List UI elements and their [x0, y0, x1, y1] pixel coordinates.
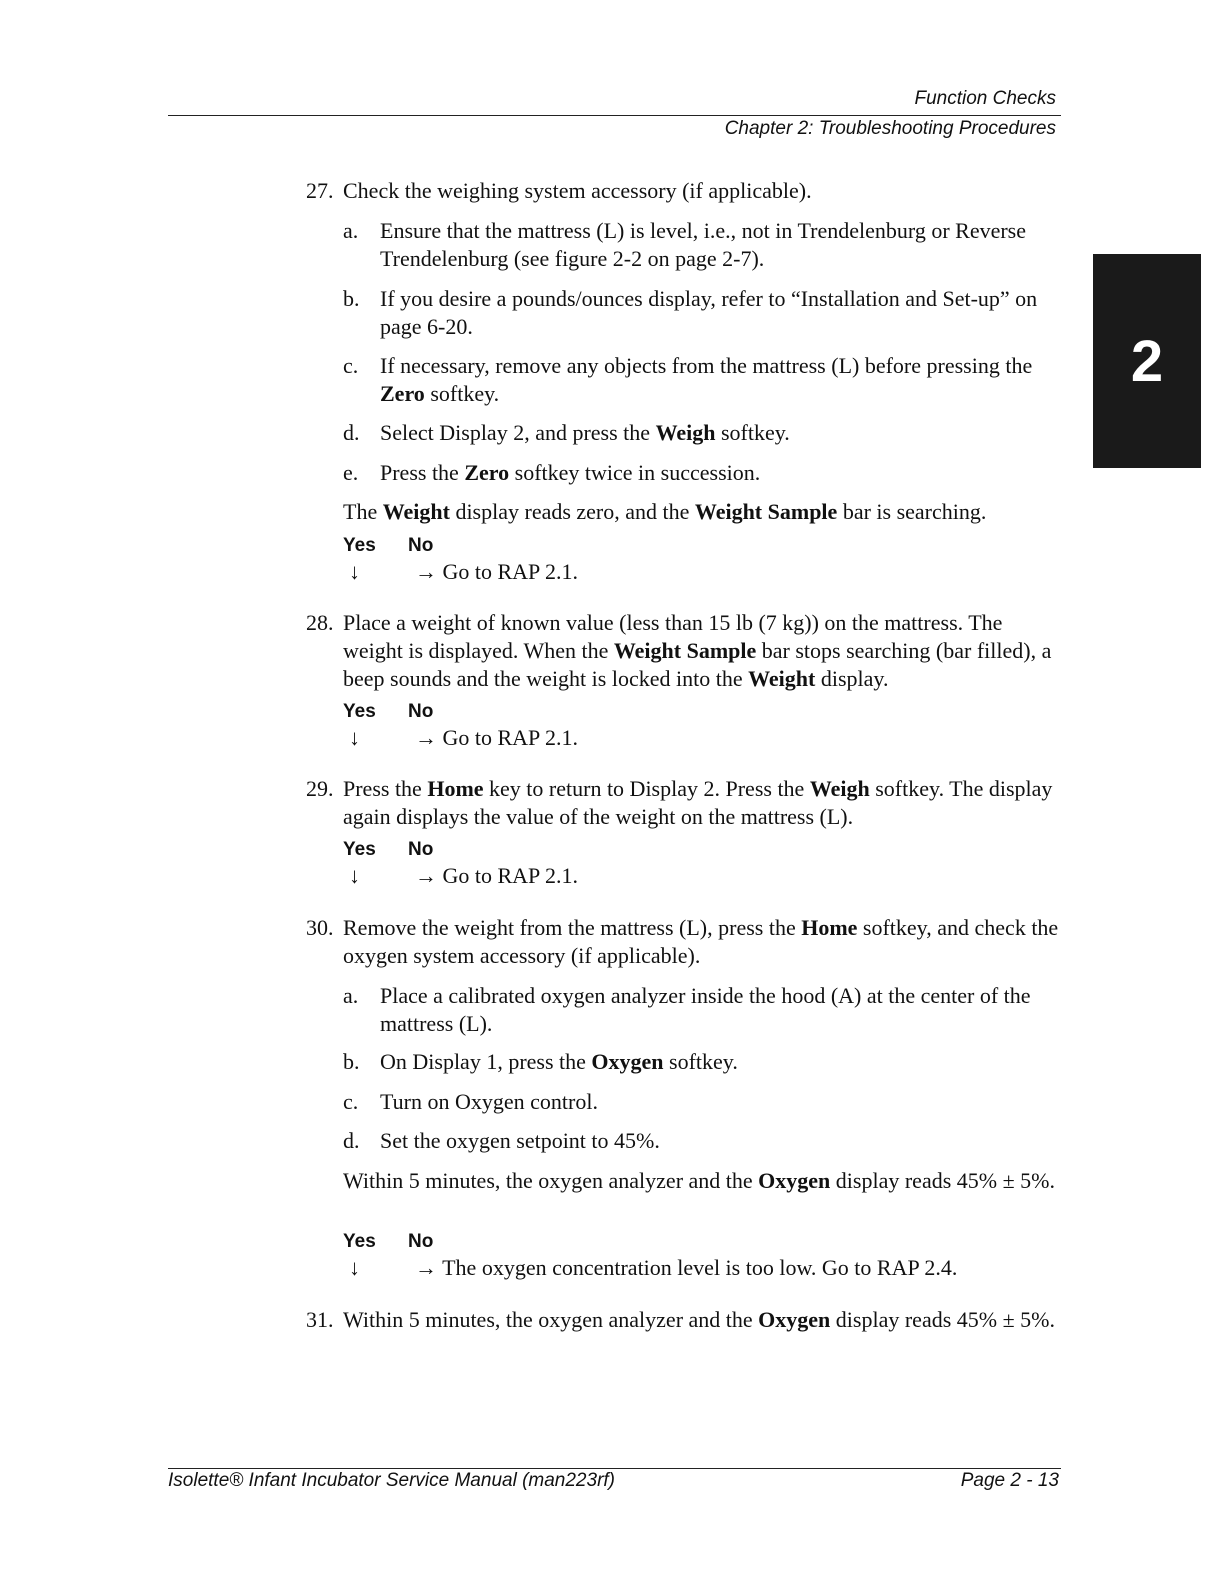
step-30c	[343, 1088, 1063, 1116]
sub-letter: c.	[343, 353, 359, 378]
text-run: bar is searching.	[837, 499, 987, 524]
step-number: 29.	[306, 776, 334, 801]
yes-label: Yes	[343, 701, 376, 722]
text-run: bar stops searching (bar filled), a beep sounds and the weight is locked into the	[343, 638, 1052, 691]
sub-text: Set the oxygen setpoint to 45%.	[380, 1128, 660, 1153]
text-run: softkey twice in succession.	[509, 460, 761, 485]
header-rule	[168, 115, 1061, 116]
chapter-tab: 2	[1093, 254, 1201, 468]
step-27	[306, 177, 1066, 205]
down-arrow-icon: ↓	[349, 559, 360, 584]
step-text: Check the weighing system accessory (if applicable).	[343, 178, 812, 203]
step-30	[306, 914, 1066, 970]
sub-text	[380, 459, 1063, 487]
text-run: The	[343, 499, 383, 524]
goto-text: Go to RAP 2.1.	[442, 559, 578, 584]
yes-label: Yes	[343, 839, 376, 860]
step-number: 27.	[306, 178, 334, 203]
step-text	[343, 609, 1066, 693]
text-run: softkey. The display again displays the value of the weight on the mattress (L).	[343, 776, 1053, 829]
footer-rule	[168, 1468, 1061, 1469]
sub-text: Ensure that the mattress (L) is level, i.e., not in Trendelenburg or Reverse Trendelenburg (see figure 2-2 on page 2-7).	[380, 218, 1027, 271]
header-section-title: Function Checks	[914, 88, 1056, 109]
step-text	[343, 775, 1066, 831]
step-number: 28.	[306, 610, 334, 635]
step-28	[306, 609, 1066, 693]
text-run: softkey.	[663, 1049, 738, 1074]
goto-text: Go to RAP 2.1.	[442, 725, 578, 750]
sub-letter: d.	[343, 420, 360, 445]
softkey-home: Home	[801, 915, 858, 940]
text-run: softkey.	[424, 381, 500, 406]
step-30-result	[343, 1167, 1063, 1195]
goto-instruction	[415, 724, 578, 752]
text-run: display reads 45% ± 5%.	[830, 1307, 1055, 1332]
right-arrow-icon: →	[415, 725, 437, 750]
goto-text: Go to RAP 2.1.	[442, 863, 578, 888]
sub-letter: e.	[343, 460, 359, 485]
step-number: 31.	[306, 1307, 334, 1332]
weight-sample-label: Weight Sample	[694, 499, 838, 524]
footer-manual-title: Isolette® Infant Incubator Service Manual (man223rf)	[168, 1470, 616, 1491]
sub-letter: b.	[343, 1049, 360, 1074]
goto-instruction	[415, 558, 578, 586]
softkey-zero: Zero	[464, 460, 510, 485]
footer-page-number: Page 2 - 13	[960, 1470, 1059, 1491]
text-run: On Display 1, press the	[380, 1049, 592, 1074]
text-run: softkey.	[715, 420, 790, 445]
sub-letter: c.	[343, 1089, 359, 1114]
no-label: No	[408, 701, 434, 722]
text-run: Place a weight of known value (less than 15 lb (7 kg)) on the mattress. The weight is displayed. When the	[343, 610, 1003, 663]
home-key-label: Home	[427, 776, 484, 801]
text-run: display.	[815, 666, 889, 691]
step-27b	[343, 285, 1063, 341]
weight-display-label: Weight	[382, 499, 450, 524]
header-chapter-title: Chapter 2: Troubleshooting Procedures	[724, 118, 1056, 139]
weight-sample-label: Weight Sample	[613, 638, 757, 663]
text-run: key to return to Display 2. Press the	[483, 776, 810, 801]
sub-letter: a.	[343, 983, 359, 1008]
softkey-oxygen: Oxygen	[591, 1049, 664, 1074]
right-arrow-icon: →	[415, 559, 437, 584]
text-run: display reads 45% ± 5%.	[830, 1168, 1055, 1193]
yes-no-labels	[343, 701, 434, 723]
sub-text	[380, 352, 1063, 408]
right-arrow-icon: →	[415, 863, 437, 888]
goto-text: The oxygen concentration level is too low. Go to RAP 2.4.	[442, 1255, 958, 1280]
text-run: Within 5 minutes, the oxygen analyzer and the	[343, 1307, 759, 1332]
sub-text: If you desire a pounds/ounces display, refer to “Installation and Set-up” on page 6-20.	[380, 286, 1038, 339]
sub-text: Turn on Oxygen control.	[380, 1089, 598, 1114]
text-run: If necessary, remove any objects from the mattress (L) before pressing the	[380, 353, 1033, 378]
yes-no-labels	[343, 1231, 434, 1253]
goto-instruction	[415, 862, 578, 890]
text-run: softkey, and check the oxygen system accessory (if applicable).	[343, 915, 1059, 968]
sub-letter: b.	[343, 286, 360, 311]
step-27a	[343, 217, 1063, 273]
text-run: Press the	[343, 776, 428, 801]
step-27-result	[343, 498, 1063, 526]
no-label: No	[408, 1231, 434, 1252]
yes-no-labels	[343, 839, 434, 861]
text-run: Select Display 2, and press the	[380, 420, 656, 445]
text-run: Within 5 minutes, the oxygen analyzer and the	[343, 1168, 759, 1193]
step-30d	[343, 1127, 1063, 1155]
goto-instruction	[415, 1254, 957, 1282]
step-30b	[343, 1048, 1063, 1076]
down-arrow-icon: ↓	[349, 1255, 360, 1280]
softkey-weigh: Weigh	[655, 420, 716, 445]
step-27c	[343, 352, 1063, 408]
sub-text	[380, 1048, 1063, 1076]
no-label: No	[408, 535, 434, 556]
no-label: No	[408, 839, 434, 860]
weight-display-label: Weight	[748, 666, 816, 691]
text-run: Press the	[380, 460, 465, 485]
step-29	[306, 775, 1066, 831]
down-arrow-icon: ↓	[349, 725, 360, 750]
text-run: display reads zero, and the	[449, 499, 695, 524]
step-31	[306, 1306, 1066, 1334]
sub-text: Place a calibrated oxygen analyzer inside the hood (A) at the center of the mattress (L).	[380, 983, 1031, 1036]
yes-no-labels	[343, 535, 434, 557]
sub-letter: d.	[343, 1128, 360, 1153]
step-27d	[343, 419, 1063, 447]
step-30a	[343, 982, 1063, 1038]
sub-text	[380, 419, 1063, 447]
softkey-weigh: Weigh	[809, 776, 870, 801]
yes-label: Yes	[343, 535, 376, 556]
softkey-zero: Zero	[380, 381, 425, 406]
oxygen-display-label: Oxygen	[758, 1168, 831, 1193]
step-number: 30.	[306, 915, 334, 940]
yes-label: Yes	[343, 1231, 376, 1252]
right-arrow-icon: →	[415, 1255, 437, 1280]
sub-letter: a.	[343, 218, 359, 243]
text-run: Remove the weight from the mattress (L), press the	[343, 915, 802, 940]
step-text	[343, 1306, 1066, 1334]
step-27e	[343, 459, 1063, 487]
down-arrow-icon: ↓	[349, 863, 360, 888]
oxygen-display-label: Oxygen	[758, 1307, 831, 1332]
step-text	[343, 914, 1066, 970]
